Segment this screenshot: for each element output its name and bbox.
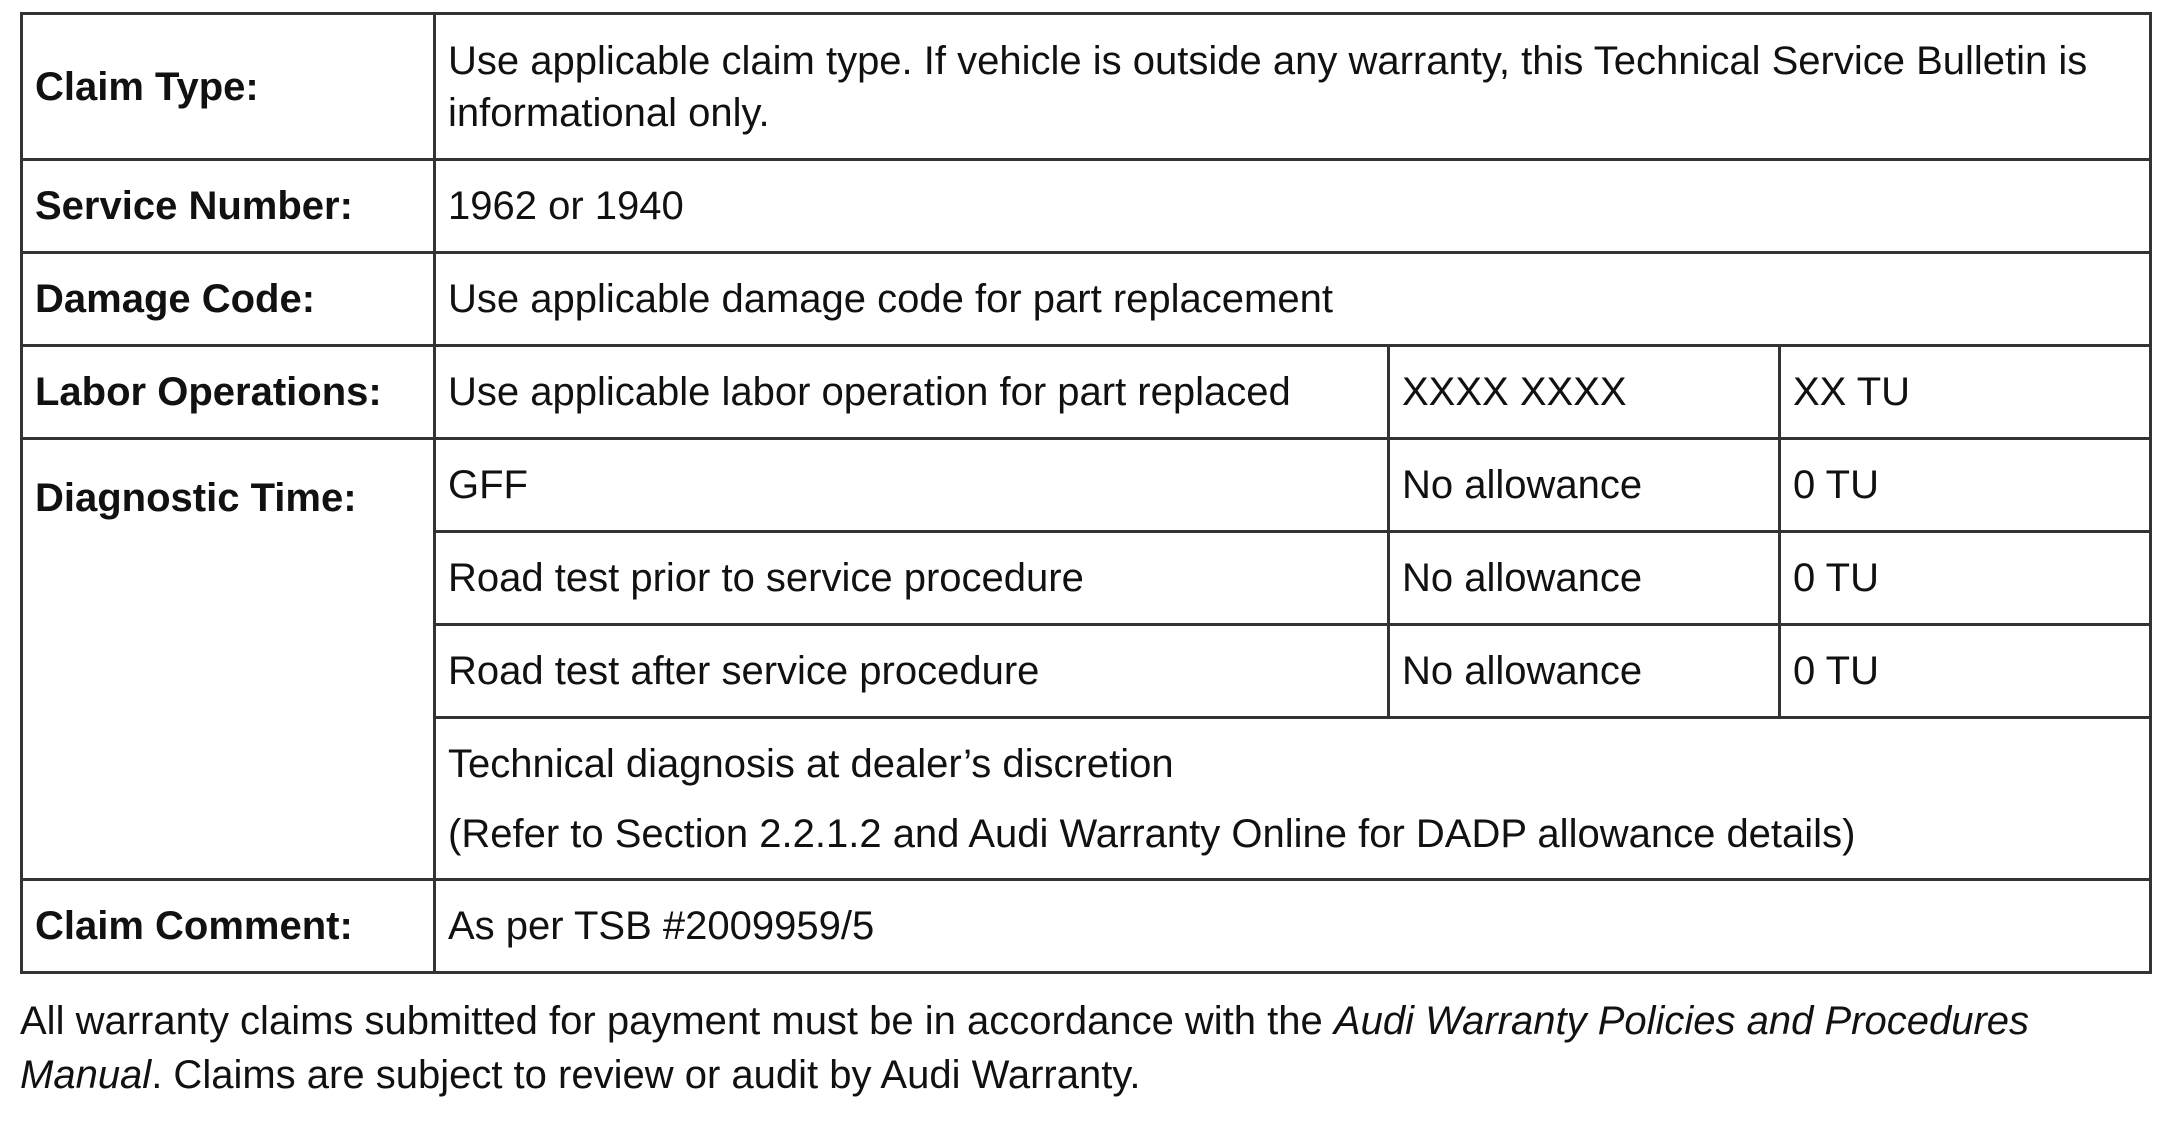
claim-type-value: Use applicable claim type. If vehicle is outside any warranty, this Technical Service Bulletin is informational only. bbox=[435, 14, 2151, 160]
service-number-label: Service Number: bbox=[22, 160, 435, 253]
diagnostic-item-allowance: No allowance bbox=[1389, 439, 1780, 532]
diagnostic-item-time: 0 TU bbox=[1780, 532, 2151, 625]
diagnostic-item-description: GFF bbox=[435, 439, 1389, 532]
claim-comment-label: Claim Comment: bbox=[22, 880, 435, 973]
service-number-value: 1962 or 1940 bbox=[435, 160, 2151, 253]
diagnostic-item-allowance: No allowance bbox=[1389, 625, 1780, 718]
warranty-footer-note bbox=[20, 994, 2149, 1102]
claim-type-label: Claim Type: bbox=[22, 14, 435, 160]
labor-operations-time: XX TU bbox=[1780, 346, 2151, 439]
claim-comment-value: As per TSB #2009959/5 bbox=[435, 880, 2151, 973]
diagnostic-item-time: 0 TU bbox=[1780, 439, 2151, 532]
claim-type-row bbox=[22, 14, 2151, 160]
diagnostic-row bbox=[22, 439, 2151, 532]
labor-operations-description: Use applicable labor operation for part replaced bbox=[435, 346, 1389, 439]
diagnostic-item-allowance: No allowance bbox=[1389, 532, 1780, 625]
dadp-reference-text: (Refer to Section 2.2.1.2 and Audi Warranty Online for DADP allowance details) bbox=[448, 811, 1856, 856]
diagnostic-item-description: Road test prior to service procedure bbox=[435, 532, 1389, 625]
service-number-row bbox=[22, 160, 2151, 253]
diagnostic-item-description: Road test after service procedure bbox=[435, 625, 1389, 718]
diagnostic-time-label-cell bbox=[22, 439, 435, 880]
warranty-claim-table bbox=[20, 12, 2152, 974]
claim-comment-row bbox=[22, 880, 2151, 973]
diagnostic-time-label: Diagnostic Time: bbox=[35, 476, 357, 520]
labor-operations-row bbox=[22, 346, 2151, 439]
diagnostic-item-time: 0 TU bbox=[1780, 625, 2151, 718]
footer-prefix: All warranty claims submitted for payment must be in accordance with the bbox=[20, 999, 1334, 1043]
damage-code-value: Use applicable damage code for part replacement bbox=[435, 253, 2151, 346]
labor-operations-code: XXXX XXXX bbox=[1389, 346, 1780, 439]
manual-title: Audi Warranty Policies and Procedures Manual bbox=[20, 999, 2030, 1097]
technical-diagnosis-cell bbox=[435, 718, 2151, 880]
technical-diagnosis-text: Technical diagnosis at dealer’s discretion bbox=[448, 741, 1174, 786]
labor-operations-label: Labor Operations: bbox=[22, 346, 435, 439]
damage-code-label: Damage Code: bbox=[22, 253, 435, 346]
footer-suffix: . Claims are subject to review or audit by Audi Warranty. bbox=[151, 1053, 1141, 1097]
damage-code-row bbox=[22, 253, 2151, 346]
